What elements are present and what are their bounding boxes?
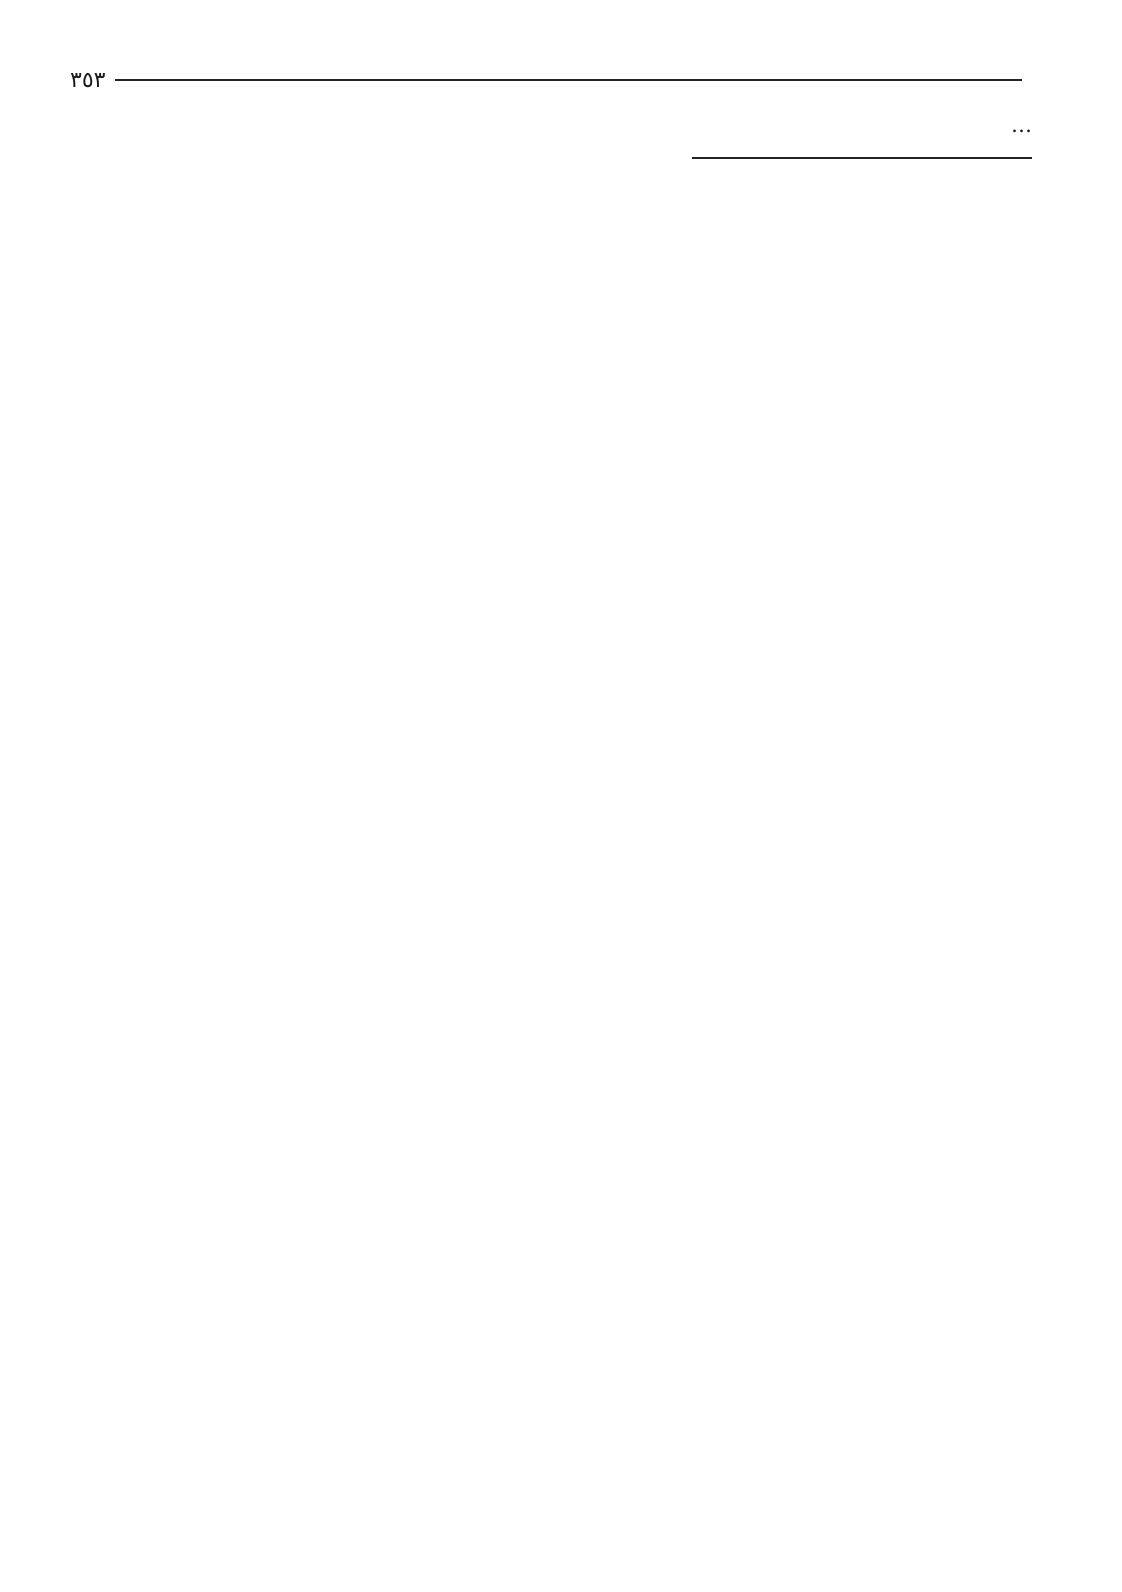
header-rule: [115, 79, 1022, 81]
page: [70, 60, 1032, 167]
footnote-rule: [692, 157, 1032, 159]
paragraph-1: …: [1011, 113, 1032, 137]
running-header: [70, 60, 1032, 100]
page-number: ٣٥٣: [70, 67, 106, 93]
